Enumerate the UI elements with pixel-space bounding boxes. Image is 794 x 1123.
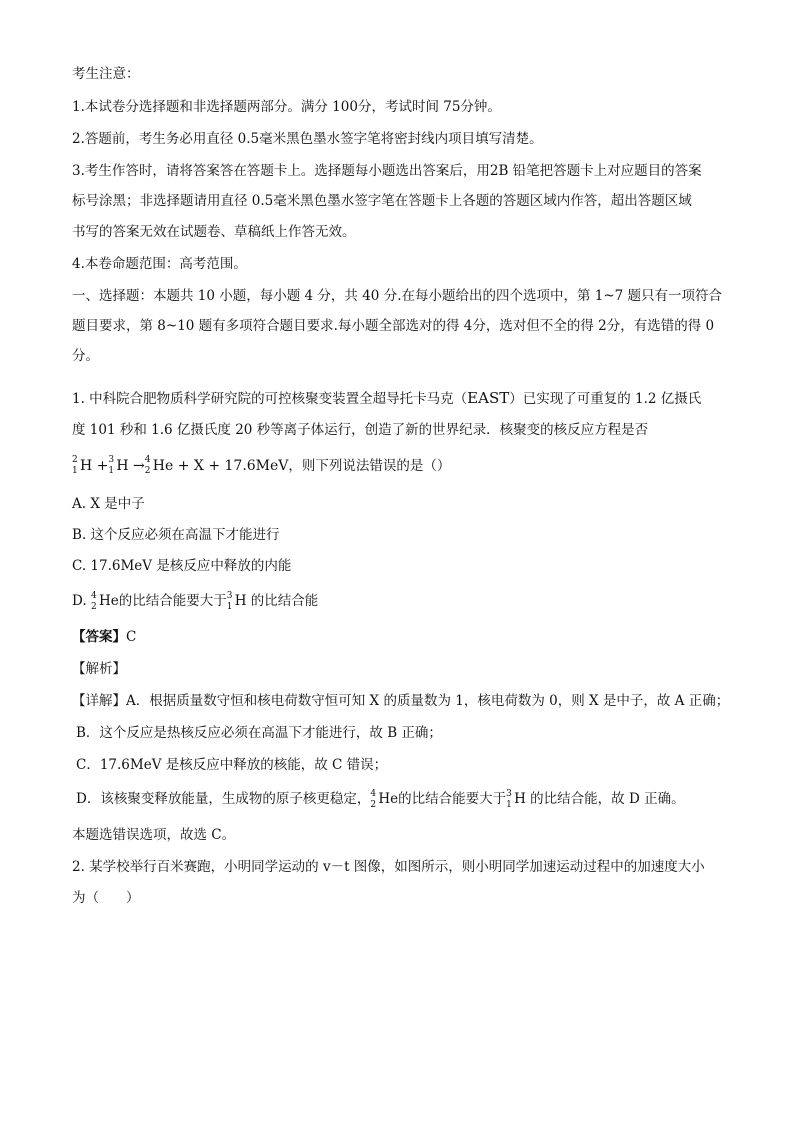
q1-answer <box>72 627 136 647</box>
q1-detail-d: D．该核聚变释放能量，生成物的原子核更稳定， 4 2 He的比结合能要大于 3 1 H 的比结合能，故 D 正确。 <box>76 788 685 810</box>
notice-item-1: 1.本试卷分选择题和非选择题两部分。满分 100分，考试时间 75分钟。 <box>72 99 501 115</box>
he-nucleon-numbers: 4 2 <box>144 455 151 476</box>
equation-products: He + X + 17.6MeV <box>152 458 289 474</box>
h3-nucleon-numbers: 3 1 <box>506 788 512 810</box>
q1-equation-tail: ，则下列说法错误的是（） <box>288 458 451 474</box>
q2-stem-line-2: 为（ ） <box>72 890 140 906</box>
q1-conclusion: 本题选错误选项，故选 C。 <box>72 827 236 843</box>
section-header-line-1: 一、选择题：本题共 10 小题，每小题 4 分，共 40 分.在每小题给出的四个选项中，第 1~7 题只有一项符合 <box>72 288 723 304</box>
notice-item-3-line-3: 书写的答案无效在试题卷、草稿纸上作答无效。 <box>72 224 356 240</box>
notice-item-2: 2.答题前，考生务必用直径 0.5毫米黑色墨水签字笔将密封线内项目填写清楚。 <box>72 131 543 147</box>
q1-option-c: C. 17.6MeV 是核反应中释放的内能 <box>72 558 292 574</box>
q1-equation-line <box>72 456 450 476</box>
q1-detail-c: C．17.6MeV 是核反应中释放的核能，故 C 错误； <box>76 757 388 773</box>
h2-nucleon-numbers: 2 1 <box>72 455 78 476</box>
h3-symbol: H → <box>116 458 145 474</box>
q1-stem-text-b: ）已实现了可重复的 1.2 亿摄氏 <box>509 391 702 407</box>
q1-option-d: D. 4 2 He的比结合能要大于 3 1 H 的比结合能 <box>72 590 319 612</box>
h2-symbol: H + <box>80 458 109 474</box>
notice-item-3-line-1: 3.考生作答时，请将答案答在答题卡上。选择题每小题选出答案后，用2B 铅笔把答题卡上对应题目的答案 <box>72 163 702 179</box>
he-nucleon-numbers: 4 2 <box>370 788 377 810</box>
q1-option-b: B. 这个反应必须在高温下才能进行 <box>72 527 280 543</box>
h3-nucleon-numbers: 3 1 <box>108 455 115 476</box>
q2-stem-line-1: 2. 某学校举行百米赛跑，小明同学运动的 v－t 图像，如图所示，则小明同学加速运动过程中的加速度大小 <box>72 859 705 875</box>
analysis-label: 【解析】 <box>72 661 126 677</box>
q1-detail-a: 【详解】A．根据质量数守恒和核电荷数守恒可知 X 的质量数为 1，核电荷数为 0，则 X 是中子，故 A 正确； <box>72 693 730 709</box>
he-nucleon-numbers: 4 2 <box>90 590 97 612</box>
q1-stem-line-1 <box>72 388 701 409</box>
q1-stem-line-2: 度 101 秒和 1.6 亿摄氏度 20 秒等离子体运行，创造了新的世界纪录．核聚变的核反应方程是否 <box>72 422 649 438</box>
q1-east-label: EAST <box>467 389 510 407</box>
h3-nucleon-numbers: 3 1 <box>226 590 233 612</box>
q1-option-a: A. X 是中子 <box>72 496 145 512</box>
section-header-line-2: 题目要求，第 8~10 题有多项符合题目要求.每小题全部选对的得 4分，选对但不全的得 2分，有选错的得 0 <box>72 318 715 334</box>
answer-label: 【答案】 <box>72 629 126 645</box>
notice-item-3-line-2: 标号涂黑；非选择题请用直径 0.5毫米黑色墨水签字笔在答题卡上各题的答题区域内作答，超出答题区域 <box>72 193 692 209</box>
notice-title: 考生注意： <box>72 66 140 82</box>
q1-detail-b: B．这个反应是热核反应必须在高温下才能进行，故 B 正确； <box>76 725 442 741</box>
detail-label: 【详解】 <box>72 693 126 709</box>
section-header-line-3: 分。 <box>72 348 99 364</box>
notice-item-4: 4.本卷命题范围：高考范围。 <box>72 256 247 272</box>
q1-stem-text-a: 1. 中科院合肥物质科学研究院的可控核聚变装置全超导托卡马克（ <box>72 391 468 407</box>
answer-value: C <box>126 629 137 645</box>
